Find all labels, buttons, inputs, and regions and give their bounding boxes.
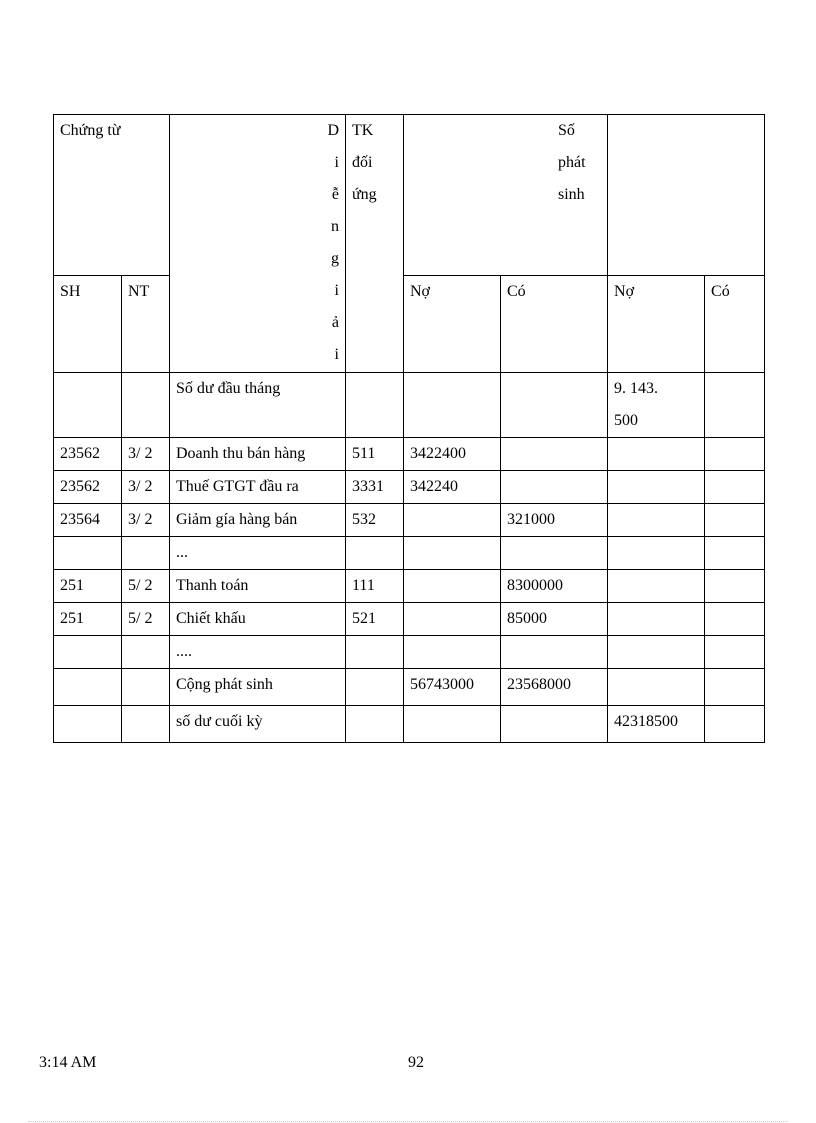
entry-tk: 111	[346, 570, 404, 603]
entry-co	[501, 636, 608, 669]
header-nt: NT	[122, 276, 170, 373]
entry-nt: 5/ 2	[122, 570, 170, 603]
table-row	[54, 438, 765, 471]
entry-no: 342240	[404, 471, 501, 504]
entry-description: Thuế GTGT đầu ra	[170, 471, 346, 504]
opening-balance-label: Số dư đầu tháng	[170, 373, 346, 438]
entry-description: Thanh toán	[170, 570, 346, 603]
entry-balance-no	[608, 636, 705, 669]
entry-sh	[54, 636, 122, 669]
entry-balance-co	[705, 438, 765, 471]
entry-balance-co	[705, 471, 765, 504]
opening-balance-value: 9. 143. 500	[608, 373, 705, 438]
entry-tk	[346, 636, 404, 669]
entry-no: 3422400	[404, 438, 501, 471]
table-row	[54, 570, 765, 603]
header-sh: SH	[54, 276, 122, 373]
total-co: 23568000	[501, 669, 608, 706]
entry-nt: 3/ 2	[122, 438, 170, 471]
entry-tk: 511	[346, 438, 404, 471]
entry-tk: 532	[346, 504, 404, 537]
entry-balance-co	[705, 603, 765, 636]
total-no: 56743000	[404, 669, 501, 706]
page-bottom-divider	[28, 1121, 788, 1122]
header-so-du	[608, 115, 765, 276]
header-co-balance: Có	[705, 276, 765, 373]
entry-balance-no	[608, 603, 705, 636]
entry-balance-co	[705, 504, 765, 537]
closing-balance-row	[54, 706, 765, 743]
entry-description: Chiết khấu	[170, 603, 346, 636]
table-row	[54, 504, 765, 537]
table-row	[54, 603, 765, 636]
entry-nt	[122, 537, 170, 570]
entry-tk: 521	[346, 603, 404, 636]
entry-tk: 3331	[346, 471, 404, 504]
entry-balance-no	[608, 438, 705, 471]
entry-balance-co	[705, 537, 765, 570]
footer-time: 3:14 AM	[39, 1054, 97, 1071]
entry-no	[404, 570, 501, 603]
header-chung-tu: Chứng từ	[54, 115, 170, 276]
ledger-table	[53, 114, 765, 743]
entry-sh: 251	[54, 603, 122, 636]
entry-co: 8300000	[501, 570, 608, 603]
entry-nt: 5/ 2	[122, 603, 170, 636]
entry-no	[404, 636, 501, 669]
header-co: Có	[501, 276, 608, 373]
entry-balance-co	[705, 636, 765, 669]
header-tk-doi-ung: TK đối ứng	[346, 115, 404, 373]
header-so-phat-sinh: Số phát sinh	[404, 115, 608, 276]
entry-co	[501, 438, 608, 471]
entry-nt: 3/ 2	[122, 504, 170, 537]
entry-sh: 23564	[54, 504, 122, 537]
entry-sh: 251	[54, 570, 122, 603]
entry-no	[404, 504, 501, 537]
entry-nt	[122, 636, 170, 669]
entry-balance-co	[705, 570, 765, 603]
entry-co: 321000	[501, 504, 608, 537]
table-row	[54, 636, 765, 669]
entry-co: 85000	[501, 603, 608, 636]
entry-description: ...	[170, 537, 346, 570]
header-dien-giai: D i ễ n g i ả i	[170, 115, 346, 373]
entry-sh	[54, 537, 122, 570]
header-no: Nợ	[404, 276, 501, 373]
entry-balance-no	[608, 570, 705, 603]
entry-tk	[346, 537, 404, 570]
entry-no	[404, 603, 501, 636]
entry-description: Doanh thu bán hàng	[170, 438, 346, 471]
entry-description: ....	[170, 636, 346, 669]
entry-co	[501, 471, 608, 504]
closing-balance-label: số dư cuối kỳ	[170, 706, 346, 743]
closing-balance-value: 42318500	[608, 706, 705, 743]
entry-sh: 23562	[54, 438, 122, 471]
entry-balance-no	[608, 471, 705, 504]
page-number: 92	[408, 1054, 424, 1071]
entry-sh: 23562	[54, 471, 122, 504]
table-row	[54, 537, 765, 570]
entry-description: Giảm gía hàng bán	[170, 504, 346, 537]
header-no-balance: Nợ	[608, 276, 705, 373]
opening-balance-row	[54, 373, 765, 438]
entry-co	[501, 537, 608, 570]
entry-no	[404, 537, 501, 570]
table-row	[54, 471, 765, 504]
entry-balance-no	[608, 537, 705, 570]
entry-nt: 3/ 2	[122, 471, 170, 504]
total-row	[54, 669, 765, 706]
total-label: Cộng phát sinh	[170, 669, 346, 706]
entry-balance-no	[608, 504, 705, 537]
